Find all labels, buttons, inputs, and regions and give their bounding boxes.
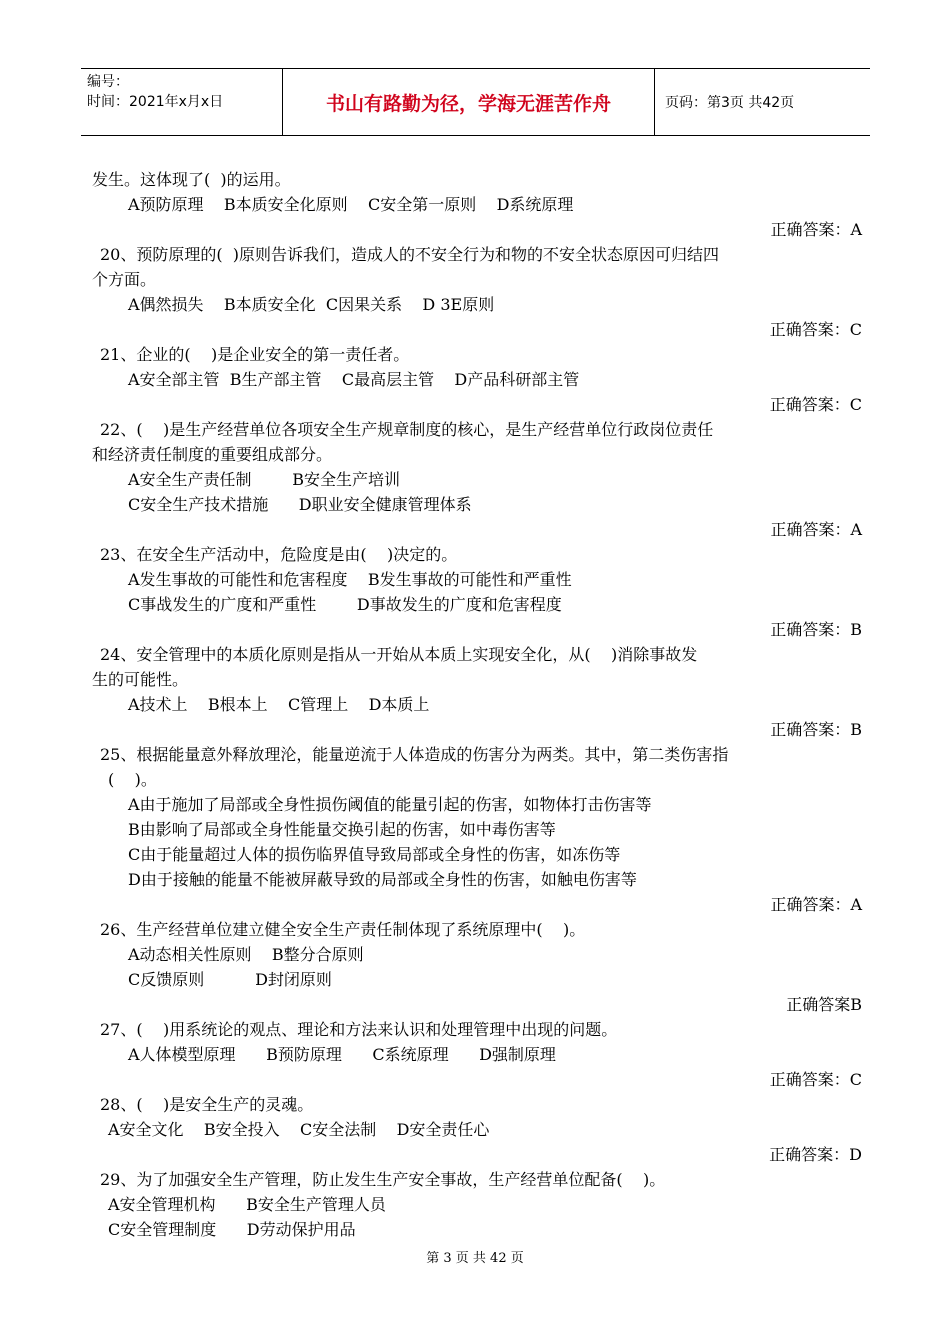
answer-line: 正确答案：C	[769, 395, 862, 414]
text-line: A安全生产责任制 B安全生产培训	[128, 470, 401, 489]
document-number-label: 编号：	[87, 74, 129, 90]
text-line: C由于能量超过人体的损伤临界值导致局部或全身性的伤害，如冻伤等	[128, 845, 621, 864]
text-line: 23、在安全生产活动中，危险度是由( )决定的。	[100, 545, 458, 564]
text-line: C事战发生的广度和严重性 D事故发生的广度和危害程度	[128, 595, 562, 614]
answer-line: 正确答案：C	[769, 320, 862, 339]
text-line: 发生。这体现了( )的运用。	[92, 170, 291, 189]
page-footer: 第 3 页 共 42 页	[426, 1251, 524, 1266]
answer-line: 正确答案：D	[769, 1145, 862, 1164]
answer-line: 正确答案：A	[770, 895, 862, 914]
text-line: 24、安全管理中的本质化原则是指从一开始从本质上实现安全化，从( )消除事故发	[100, 645, 698, 664]
text-line: ( )。	[108, 770, 157, 789]
text-line: 和经济责任制度的重要组成部分。	[92, 445, 333, 464]
text-line: A发生事故的可能性和危害程度 B发生事故的可能性和严重性	[128, 570, 572, 589]
text-line: 29、为了加强安全生产管理，防止发生生产安全事故，生产经营单位配备( )。	[100, 1170, 666, 1189]
text-line: A由于施加了局部或全身性损伤阈值的能量引起的伤害，如物体打击伤害等	[128, 795, 652, 814]
text-line: 22、( )是生产经营单位各项安全生产规章制度的核心，是生产经营单位行政岗位责任	[100, 420, 714, 439]
answer-line: 正确答案：A	[770, 520, 862, 539]
answer-line: 正确答案B	[786, 995, 862, 1014]
text-line: A安全文化 B安全投入 C安全法制 D安全责任心	[108, 1120, 490, 1139]
answer-line: 正确答案：A	[770, 220, 862, 239]
text-line: 25、根据能量意外释放理沦，能量逆流于人体造成的伤害分为两类。其中，第二类伤害指	[100, 745, 729, 764]
header-meta	[81, 69, 283, 135]
question-content	[92, 167, 862, 1242]
text-line: D由于接触的能量不能被屏蔽导致的局部或全身性的伤害，如触电伤害等	[128, 870, 637, 889]
text-line: C反馈原则 D封闭原则	[128, 970, 332, 989]
header-page-info: 页码：第3页 共42页	[665, 95, 795, 111]
answer-line: 正确答案：B	[770, 720, 862, 739]
text-line: A技术上 B根本上 C管理上 D本质上	[128, 695, 430, 714]
text-line: A安全部主管 B生产部主管 C最高层主管 D产品科研部主管	[128, 370, 580, 389]
answer-line: 正确答案：B	[770, 620, 862, 639]
text-line: B由影响了局部或全身性能量交换引起的伤害，如中毒伤害等	[128, 820, 556, 839]
text-line: 20、预防原理的( )原则告诉我们，造成人的不安全行为和物的不安全状态原因可归结四	[100, 245, 720, 264]
text-line: 27、( )用系统论的观点、理论和方法来认识和处理管理中出现的问题。	[100, 1020, 618, 1039]
text-line: C安全生产技术措施 D职业安全健康管理体系	[128, 495, 472, 514]
document-date: 时间：2021年x月x日	[87, 94, 224, 110]
text-line: 26、生产经营单位建立健全安全生产责任制体现了系统原理中( )。	[100, 920, 586, 939]
header-motto: 书山有路勤为径，学海无涯苦作舟	[283, 69, 655, 135]
text-line: 21、企业的( )是企业安全的第一责任者。	[100, 345, 410, 364]
text-line: A人体模型原理 B预防原理 C系统原理 D强制原理	[128, 1045, 556, 1064]
answer-line: 正确答案：C	[769, 1070, 862, 1089]
text-line: C安全管理制度 D劳动保护用品	[108, 1220, 356, 1239]
text-line: 个方面。	[92, 270, 157, 289]
text-line: A偶然损失 B本质安全化 C因果关系 D 3E原则	[128, 295, 495, 314]
text-line: A预防原理 B本质安全化原则 C安全第一原则 D系统原理	[128, 195, 574, 214]
text-line: A动态相关性原则 B整分合原则	[128, 945, 364, 964]
text-line: A安全管理机构 B安全生产管理人员	[108, 1195, 386, 1214]
text-line: 28、( )是安全生产的灵魂。	[100, 1095, 314, 1114]
text-line: 生的可能性。	[92, 670, 189, 689]
page-header	[81, 68, 870, 136]
